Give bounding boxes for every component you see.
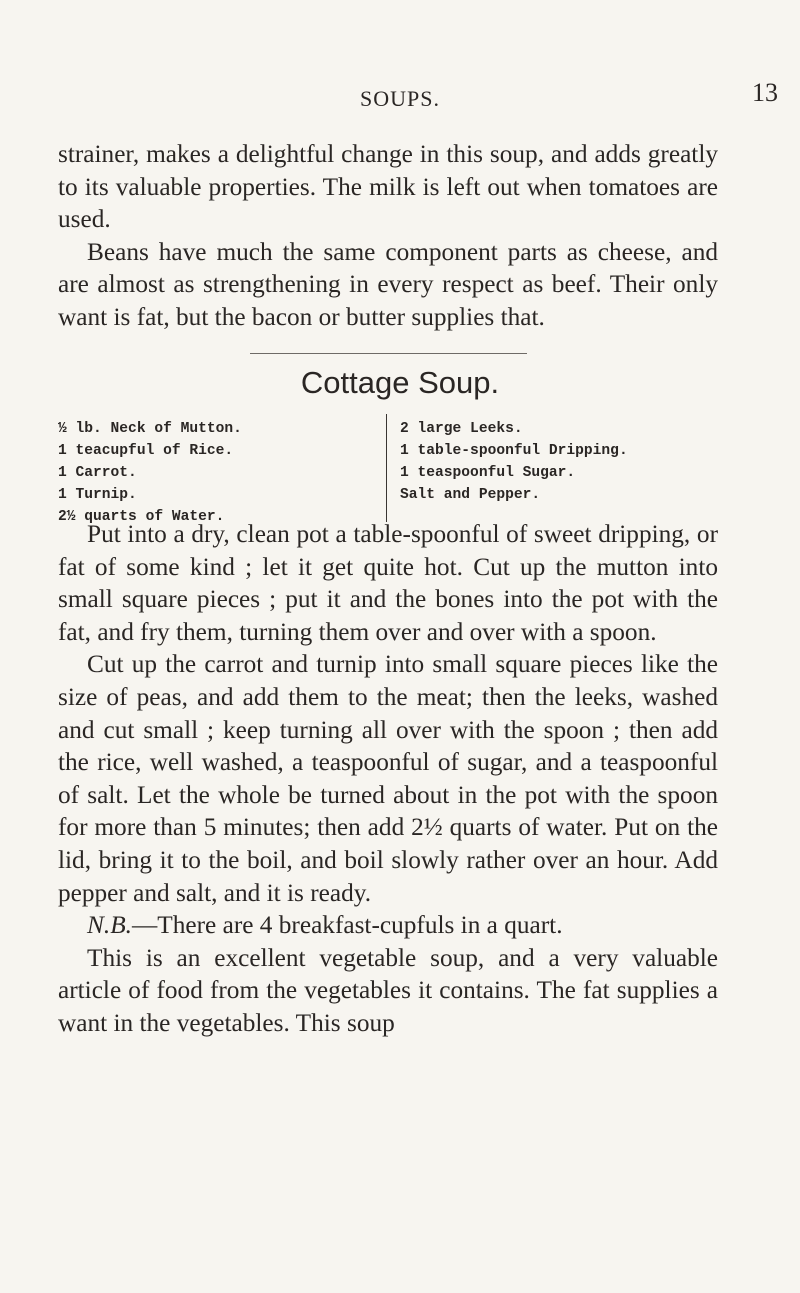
intro-paragraph: Beans have much the same component parts as cheese, and are almost as strengthening in every respect as beef. Their only want is fat, but the bacon or butter supplies that.: [58, 237, 718, 331]
ingredient-item: 1 table-spoonful Dripping.: [400, 443, 628, 459]
ingredient-item: ½ lb. Neck of Mutton.: [58, 421, 242, 437]
note-label: N.B.: [87, 911, 132, 940]
ingredient-item: 1 Carrot.: [58, 465, 137, 481]
section-divider: [250, 353, 527, 354]
method-paragraph: Cut up the carrot and turnip into small square pieces like the size of peas, and add them to the meat; then the leeks, washed and cut small ; keep turning all over with the spoon ; then add the rice, well washed, a teaspoonful of sugar, and a teaspoonful of salt. Let the whole be turned about in the pot with the spoon for more than 5 minutes; then add 2½ quarts of water. Put on the lid, bring it to the boil, and boil slowly rather over an hour. Add pepper and salt, and it is ready.: [58, 650, 718, 907]
intro-paragraph: strainer, makes a delightful change in this soup, and adds greatly to its valuable properties. The milk is left out when tomatoes are used.: [58, 140, 718, 234]
note-paragraph: [58, 909, 718, 942]
ingredient-item: 1 teaspoonful Sugar.: [400, 465, 576, 481]
ingredients-left-column: [58, 418, 242, 528]
method-paragraph: Put into a dry, clean pot a table-spoonful of sweet dripping, or fat of some kind ; let it get quite hot. Cut up the mutton into small square pieces ; put it and the bones into the pot with the fat, and fry them, turning them over and over with a spoon.: [58, 520, 718, 646]
recipe-title: Cottage Soup.: [300, 365, 500, 400]
ingredient-item: 1 teacupful of Rice.: [58, 443, 234, 459]
closing-paragraph: This is an excellent vegetable soup, and a very valuable article of food from the vegetables it contains. The fat supplies a want in the vegetables. This soup: [58, 943, 718, 1037]
page-number: 13: [752, 78, 778, 107]
intro-text: [58, 138, 718, 334]
ingredient-item: 1 Turnip.: [58, 487, 137, 503]
method-text: [58, 518, 718, 1040]
ingredients-right-column: [400, 418, 628, 506]
ingredients-divider: [386, 414, 387, 522]
note-text: —There are 4 breakfast-cupfuls in a quart.: [131, 911, 563, 940]
ingredient-item: 2½ quarts of Water.: [58, 509, 225, 525]
running-head: SOUPS.: [360, 86, 440, 111]
ingredient-item: Salt and Pepper.: [400, 487, 541, 503]
ingredient-item: 2 large Leeks.: [400, 421, 523, 437]
